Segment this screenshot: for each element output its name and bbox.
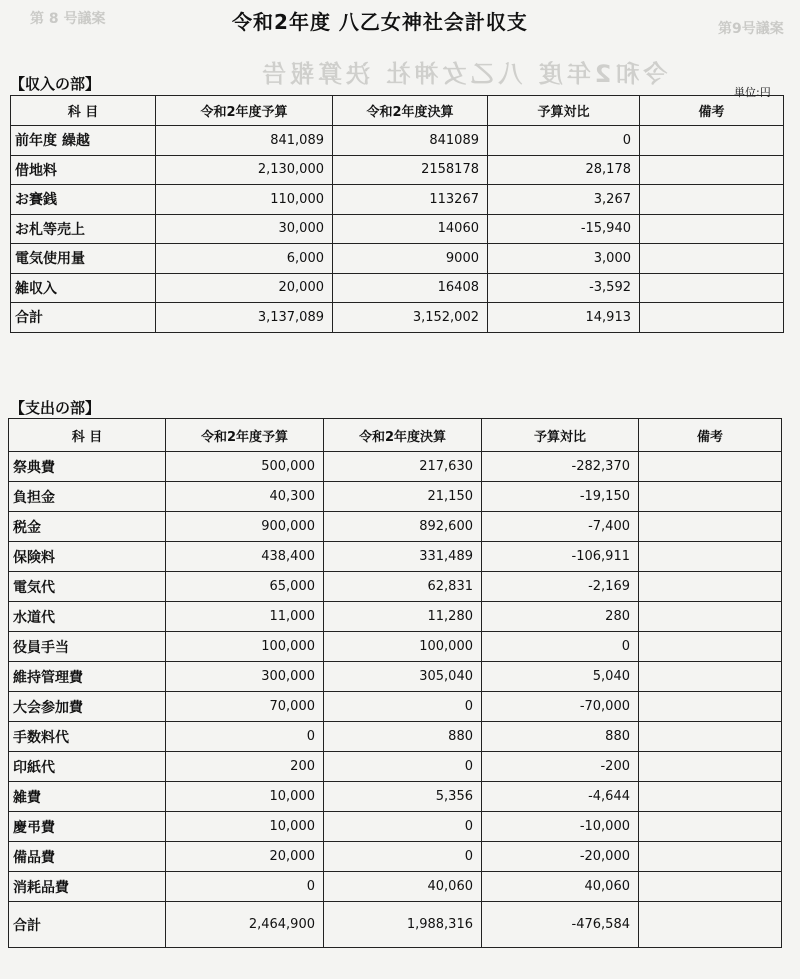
table-header-row (11, 96, 784, 126)
item-cell: 税金 (9, 512, 166, 542)
table-row (11, 185, 784, 215)
actual-cell: 0 (324, 752, 482, 782)
budget-cell: 200 (166, 752, 324, 782)
column-header: 予算対比 (482, 419, 639, 452)
budget-cell: 110,000 (156, 185, 333, 215)
diff-cell: -19,150 (482, 482, 639, 512)
column-header: 令和2年度決算 (333, 96, 488, 126)
actual-cell: 880 (324, 722, 482, 752)
budget-cell: 300,000 (166, 662, 324, 692)
income-table (10, 95, 784, 333)
item-cell: 慶弔費 (9, 812, 166, 842)
actual-cell: 3,152,002 (333, 303, 488, 333)
note-cell (639, 692, 782, 722)
table-row (11, 303, 784, 333)
item-cell: 維持管理費 (9, 662, 166, 692)
actual-cell: 40,060 (324, 872, 482, 902)
table-row (11, 244, 784, 274)
budget-cell: 40,300 (166, 482, 324, 512)
budget-cell: 65,000 (166, 572, 324, 602)
note-cell (639, 602, 782, 632)
note-cell (639, 662, 782, 692)
note-cell (639, 812, 782, 842)
note-cell (639, 572, 782, 602)
table-row (9, 782, 782, 812)
actual-cell: 0 (324, 842, 482, 872)
diff-cell: -15,940 (488, 214, 640, 244)
note-cell (639, 482, 782, 512)
item-cell: 前年度 繰越 (11, 126, 156, 156)
diff-cell: -476,584 (482, 902, 639, 948)
budget-cell: 438,400 (166, 542, 324, 572)
table-row (11, 126, 784, 156)
item-cell: 保険料 (9, 542, 166, 572)
table-row (9, 872, 782, 902)
table-row (11, 214, 784, 244)
note-cell (639, 752, 782, 782)
item-cell: 雑費 (9, 782, 166, 812)
budget-cell: 0 (166, 872, 324, 902)
item-cell: 合計 (11, 303, 156, 333)
actual-cell: 100,000 (324, 632, 482, 662)
diff-cell: -2,169 (482, 572, 639, 602)
diff-cell: 14,913 (488, 303, 640, 333)
diff-cell: 5,040 (482, 662, 639, 692)
actual-cell: 62,831 (324, 572, 482, 602)
actual-cell: 0 (324, 812, 482, 842)
note-cell (640, 155, 784, 185)
table-row (11, 155, 784, 185)
table-row (9, 662, 782, 692)
note-cell (639, 902, 782, 948)
document-title: 令和2年度 八乙女神社会計収支 (232, 10, 528, 34)
item-cell: お賽銭 (11, 185, 156, 215)
expense-table (8, 418, 782, 948)
actual-cell: 14060 (333, 214, 488, 244)
table-row (9, 632, 782, 662)
diff-cell: -20,000 (482, 842, 639, 872)
diff-cell: 3,267 (488, 185, 640, 215)
note-cell (639, 632, 782, 662)
actual-cell: 16408 (333, 273, 488, 303)
column-header: 科 目 (11, 96, 156, 126)
note-cell (640, 273, 784, 303)
table-row (9, 722, 782, 752)
diff-cell: -282,370 (482, 452, 639, 482)
unit-label: 単位:円 (734, 86, 771, 99)
item-cell: 電気代 (9, 572, 166, 602)
table-row (9, 692, 782, 722)
diff-cell: -200 (482, 752, 639, 782)
table-row (9, 602, 782, 632)
item-cell: 借地料 (11, 155, 156, 185)
budget-cell: 10,000 (166, 782, 324, 812)
table-row (9, 512, 782, 542)
actual-cell: 305,040 (324, 662, 482, 692)
diff-cell: 40,060 (482, 872, 639, 902)
budget-cell: 500,000 (166, 452, 324, 482)
note-cell (640, 126, 784, 156)
item-cell: 負担金 (9, 482, 166, 512)
item-cell: 大会参加費 (9, 692, 166, 722)
budget-cell: 70,000 (166, 692, 324, 722)
diff-cell: 28,178 (488, 155, 640, 185)
table-row (9, 482, 782, 512)
actual-cell: 331,489 (324, 542, 482, 572)
item-cell: 備品費 (9, 842, 166, 872)
diff-cell: 0 (482, 632, 639, 662)
item-cell: 消耗品費 (9, 872, 166, 902)
note-cell (639, 722, 782, 752)
table-row (9, 572, 782, 602)
column-header: 令和2年度予算 (166, 419, 324, 452)
item-cell: 祭典費 (9, 452, 166, 482)
note-cell (639, 872, 782, 902)
note-cell (640, 214, 784, 244)
budget-cell: 2,130,000 (156, 155, 333, 185)
actual-cell: 1,988,316 (324, 902, 482, 948)
note-cell (639, 512, 782, 542)
diff-cell: -3,592 (488, 273, 640, 303)
actual-cell: 21,150 (324, 482, 482, 512)
table-total-row (9, 902, 782, 948)
bleed-through-text: 第9号議案 (718, 21, 784, 37)
actual-cell: 5,356 (324, 782, 482, 812)
budget-cell: 900,000 (166, 512, 324, 542)
diff-cell: -7,400 (482, 512, 639, 542)
item-cell: 印紙代 (9, 752, 166, 782)
note-cell (639, 452, 782, 482)
note-cell (639, 842, 782, 872)
table-row (11, 273, 784, 303)
column-header: 科 目 (9, 419, 166, 452)
item-cell: お札等売上 (11, 214, 156, 244)
note-cell (640, 185, 784, 215)
item-cell: 雑収入 (11, 273, 156, 303)
table-row (9, 752, 782, 782)
diff-cell: 280 (482, 602, 639, 632)
diff-cell: 880 (482, 722, 639, 752)
budget-cell: 20,000 (166, 842, 324, 872)
actual-cell: 217,630 (324, 452, 482, 482)
note-cell (640, 244, 784, 274)
expense-section-title: 【支出の部】 (10, 399, 101, 417)
bleed-through-heading: 令和2年度 八乙女神社 決算報告 (258, 60, 668, 88)
budget-cell: 20,000 (156, 273, 333, 303)
budget-cell: 100,000 (166, 632, 324, 662)
budget-cell: 30,000 (156, 214, 333, 244)
diff-cell: -70,000 (482, 692, 639, 722)
actual-cell: 2158178 (333, 155, 488, 185)
note-cell (640, 303, 784, 333)
diff-cell: 3,000 (488, 244, 640, 274)
item-cell: 水道代 (9, 602, 166, 632)
diff-cell: -10,000 (482, 812, 639, 842)
budget-cell: 6,000 (156, 244, 333, 274)
note-cell (639, 542, 782, 572)
actual-cell: 841089 (333, 126, 488, 156)
table-header-row (9, 419, 782, 452)
income-section-title: 【収入の部】 (10, 75, 101, 93)
item-cell: 合計 (9, 902, 166, 948)
diff-cell: 0 (488, 126, 640, 156)
bleed-through-text: 第 8 号議案 (30, 11, 106, 27)
item-cell: 役員手当 (9, 632, 166, 662)
item-cell: 手数料代 (9, 722, 166, 752)
budget-cell: 0 (166, 722, 324, 752)
column-header: 予算対比 (488, 96, 640, 126)
column-header: 備考 (639, 419, 782, 452)
note-cell (639, 782, 782, 812)
actual-cell: 113267 (333, 185, 488, 215)
table-row (9, 842, 782, 872)
column-header: 令和2年度決算 (324, 419, 482, 452)
column-header: 備考 (640, 96, 784, 126)
table-row (9, 812, 782, 842)
actual-cell: 9000 (333, 244, 488, 274)
budget-cell: 2,464,900 (166, 902, 324, 948)
table-row (9, 452, 782, 482)
actual-cell: 11,280 (324, 602, 482, 632)
table-row (9, 542, 782, 572)
actual-cell: 0 (324, 692, 482, 722)
budget-cell: 3,137,089 (156, 303, 333, 333)
actual-cell: 892,600 (324, 512, 482, 542)
diff-cell: -106,911 (482, 542, 639, 572)
budget-cell: 841,089 (156, 126, 333, 156)
item-cell: 電気使用量 (11, 244, 156, 274)
budget-cell: 11,000 (166, 602, 324, 632)
column-header: 令和2年度予算 (156, 96, 333, 126)
budget-cell: 10,000 (166, 812, 324, 842)
diff-cell: -4,644 (482, 782, 639, 812)
